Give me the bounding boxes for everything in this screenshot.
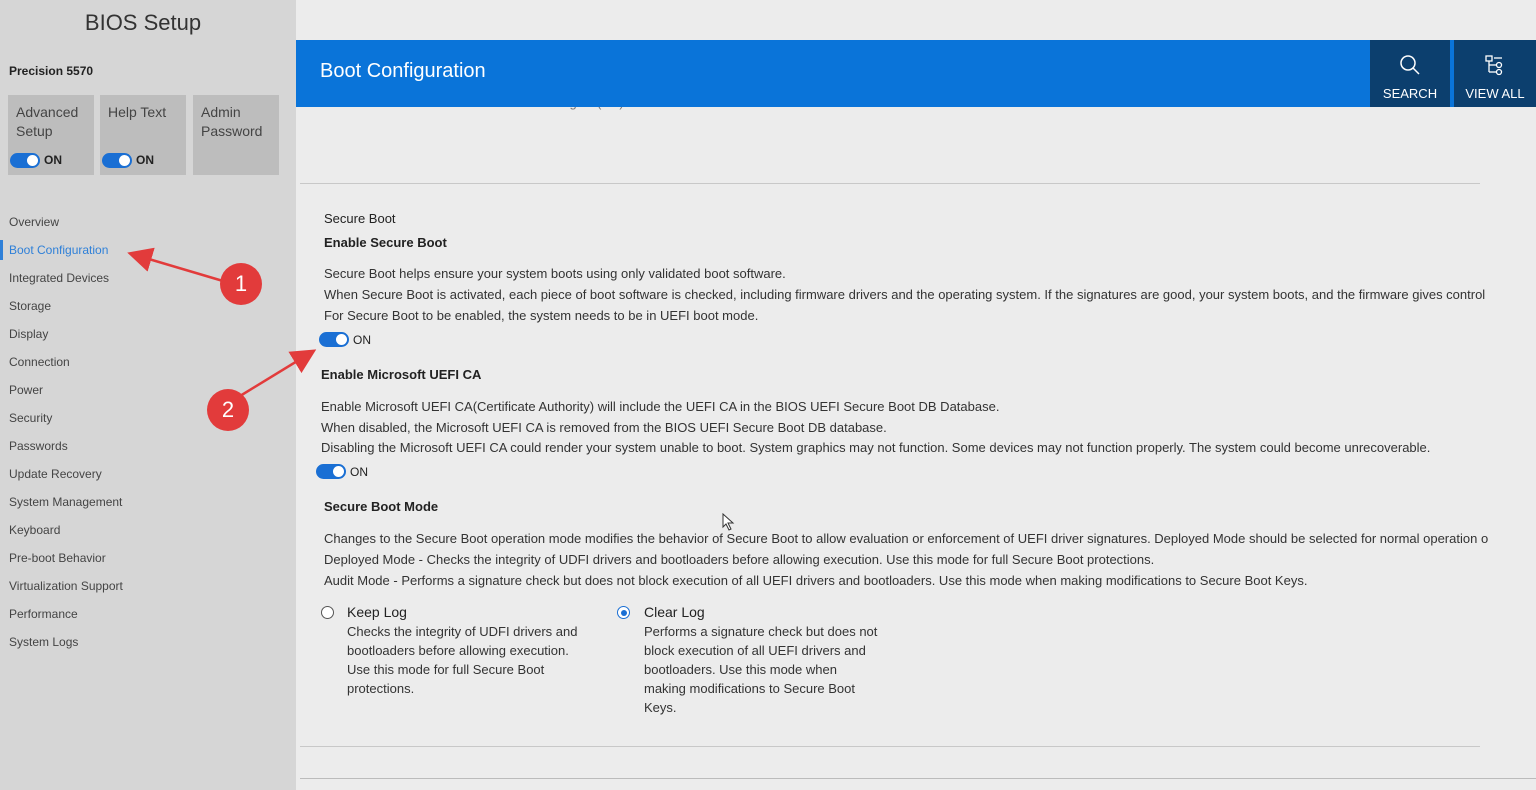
- section-title-secure-boot: Secure Boot: [324, 211, 396, 226]
- secure-boot-desc-2: When Secure Boot is activated, each piece of boot software is checked, including firmware drivers and the operating system. If the signatures are good, your system boots, and the firmware gives control: [324, 287, 1486, 302]
- keep-log-desc-line: protections.: [347, 681, 415, 696]
- page-title: Boot Configuration: [320, 60, 486, 82]
- clear-log-desc: [644, 622, 877, 717]
- nav-item-performance[interactable]: Performance: [9, 607, 78, 621]
- clear-log-desc-line: Keys.: [644, 700, 677, 715]
- boot-mode-desc-1: Changes to the Secure Boot operation mode modifies the behavior of Secure Boot to allow evaluation or enforcement of UEFI driver signatures. Deployed Mode should be selected for normal operation o: [324, 531, 1489, 546]
- mouse-cursor-icon: [722, 513, 736, 531]
- secure-boot-desc-3: For Secure Boot to be enabled, the system needs to be in UEFI boot mode.: [324, 308, 759, 323]
- annotation-badge-1: 1: [220, 263, 262, 305]
- clear-log-desc-line: making modifications to Secure Boot: [644, 681, 855, 696]
- uefi-ca-toggle[interactable]: [316, 464, 368, 479]
- nav-item-connection[interactable]: Connection: [9, 355, 70, 369]
- view-all-label: VIEW ALL: [1465, 86, 1525, 101]
- boot-mode-desc-2: Deployed Mode - Checks the integrity of UDFI drivers and bootloaders before allowing execution. Use this mode for full Secure Boot protections.: [324, 552, 1155, 567]
- secure-boot-desc-1: Secure Boot helps ensure your system boots using only validated boot software.: [324, 266, 786, 281]
- toggle-switch[interactable]: [10, 153, 40, 168]
- model-name: Precision 5570: [9, 64, 94, 78]
- toggle-state: ON: [350, 464, 368, 479]
- nav-item-system-logs[interactable]: System Logs: [9, 635, 79, 649]
- toggle-switch[interactable]: [316, 464, 346, 479]
- keep-log-desc-line: Use this mode for full Secure Boot: [347, 662, 545, 677]
- search-icon: [1399, 54, 1421, 76]
- heading-enable-uefi-ca: Enable Microsoft UEFI CA: [321, 367, 482, 382]
- nav-item-overview[interactable]: Overview: [9, 215, 60, 229]
- toggle-state: ON: [44, 153, 62, 167]
- clear-log-title[interactable]: Clear Log: [644, 604, 705, 620]
- keep-log-desc-line: bootloaders before allowing execution.: [347, 643, 569, 658]
- clear-log-radio[interactable]: [617, 606, 630, 619]
- uefi-ca-desc-2: When disabled, the Microsoft UEFI CA is removed from the BIOS UEFI Secure Boot DB database.: [321, 420, 887, 435]
- nav-item-storage[interactable]: Storage: [9, 299, 52, 313]
- advanced-setup-tile[interactable]: [8, 95, 94, 175]
- advanced-setup-label: Advanced Setup: [16, 104, 79, 139]
- nav-item-security[interactable]: Security: [9, 411, 53, 425]
- help-text-toggle[interactable]: [102, 151, 154, 170]
- keep-log-title[interactable]: Keep Log: [347, 604, 407, 620]
- divider: [300, 778, 1536, 779]
- keep-log-desc-line: Checks the integrity of UDFI drivers and: [347, 624, 578, 639]
- nav-item-boot-configuration[interactable]: Boot Configuration: [0, 240, 296, 268]
- search-button[interactable]: [1370, 40, 1450, 107]
- nav-item-keyboard[interactable]: Keyboard: [9, 523, 61, 537]
- page-header: [296, 40, 1536, 107]
- nav-item-system-management[interactable]: System Management: [9, 495, 123, 509]
- heading-secure-boot-mode: Secure Boot Mode: [324, 499, 439, 514]
- toggle-state: ON: [136, 153, 154, 167]
- help-text-tile[interactable]: [100, 95, 186, 175]
- search-label: SEARCH: [1382, 86, 1438, 101]
- uefi-ca-desc-1: Enable Microsoft UEFI CA(Certificate Authority) will include the UEFI CA in the BIOS UEFI Secure Boot DB Database.: [321, 399, 1000, 414]
- toggle-state: ON: [353, 332, 371, 347]
- boot-mode-desc-3: Audit Mode - Performs a signature check but does not block execution of all UEFI drivers and bootloaders. Use this mode when making modifications to Secure Boot Keys.: [324, 573, 1308, 588]
- divider: [300, 183, 1480, 184]
- secure-boot-toggle[interactable]: [319, 332, 371, 347]
- annotation-badge-2: 2: [207, 389, 249, 431]
- nav-item-virtualization-support[interactable]: Virtualization Support: [9, 579, 123, 593]
- admin-password-label: Admin Password: [201, 104, 263, 139]
- nav-item-display[interactable]: Display: [9, 327, 49, 341]
- toggle-switch[interactable]: [102, 153, 132, 168]
- tree-view-icon: [1484, 54, 1506, 76]
- nav-item-update-recovery[interactable]: Update Recovery: [9, 467, 102, 481]
- admin-password-tile[interactable]: [193, 95, 279, 175]
- nav-item-power[interactable]: Power: [9, 383, 44, 397]
- app-title: BIOS Setup: [84, 10, 202, 35]
- uefi-ca-desc-3: Disabling the Microsoft UEFI CA could render your system unable to boot. System graphics may not function. Some devices may not function properly. The system could become unrecoverable.: [321, 440, 1431, 455]
- clear-log-desc-line: block execution of all UEFI drivers and: [644, 643, 866, 658]
- heading-enable-secure-boot: Enable Secure Boot: [324, 235, 447, 250]
- keep-log-desc: [347, 622, 577, 698]
- nav-item-pre-boot-behavior[interactable]: Pre-boot Behavior: [9, 551, 106, 565]
- keep-log-radio[interactable]: [321, 606, 334, 619]
- nav-item-passwords[interactable]: Passwords: [9, 439, 68, 453]
- divider: [300, 746, 1480, 747]
- clear-log-desc-line: Performs a signature check but does not: [644, 624, 878, 639]
- sidebar: [0, 0, 296, 790]
- advanced-setup-toggle[interactable]: [10, 151, 62, 170]
- clear-log-desc-line: bootloaders. Use this mode when: [644, 662, 837, 677]
- toggle-switch[interactable]: [319, 332, 349, 347]
- nav-item-integrated-devices[interactable]: Integrated Devices: [9, 271, 110, 285]
- view-all-button[interactable]: [1454, 40, 1536, 107]
- help-text-label: Help Text: [108, 104, 167, 120]
